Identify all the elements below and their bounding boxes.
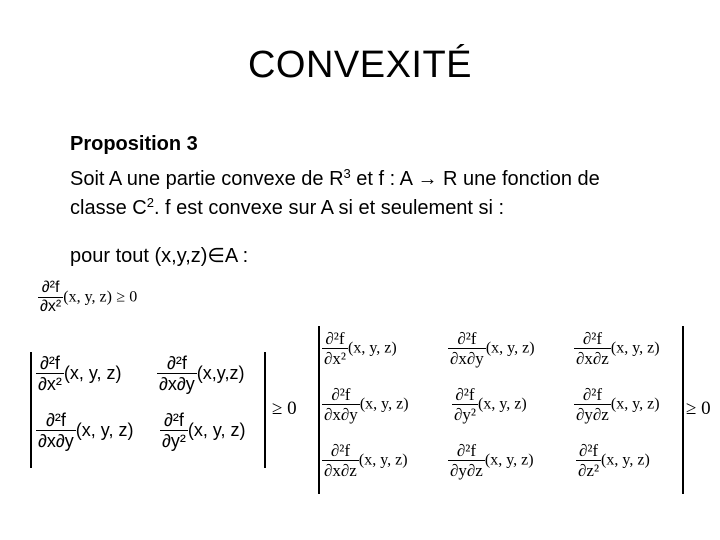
hessian3-cell-xy [448,330,535,367]
hessian2-cell-yx [36,411,133,450]
statement-line-1-exponent: 3 [343,166,351,181]
hessian3-cell-xz [574,330,660,367]
argument: (x, y, z) [75,420,134,440]
statement-line-1-part-b: et f : A → R une fonction de [350,168,600,190]
statement-line-2-exponent: 2 [146,195,154,210]
argument: (x, y, z) [63,363,122,383]
argument: (x, y, z) [610,395,660,413]
numerator: ∂²f [331,385,351,404]
determinant-3x3-relation: ≥ 0 [686,398,711,419]
statement-line-3: pour tout (x,y,z)∈A : [70,245,249,267]
numerator: ∂²f [40,353,60,373]
argument: (x, y, z) [348,339,397,357]
determinant-2x2-right-bar [264,352,266,468]
second-derivative-x-inequality [38,280,137,315]
determinant-2x2-relation: ≥ 0 [272,398,297,419]
numerator: ∂²f [164,410,184,430]
denominator: ∂x² [324,349,346,368]
denominator: ∂x∂y [159,374,195,394]
denominator: ∂x∂z [324,461,357,480]
hessian3-cell-zz [576,442,650,479]
statement-line-1 [70,168,600,191]
argument: (x, y, z) [610,339,660,357]
hessian2-cell-xx [36,354,122,393]
numerator: ∂²f [166,353,187,373]
proposition-heading: Proposition 3 [70,133,198,155]
denominator: ∂x∂z [576,349,609,368]
determinant-3x3-left-bar [318,326,320,494]
statement-line-2-part-a: classe C [70,197,147,219]
numerator: ∂²f [455,385,475,404]
argument: (x, y, z) [601,451,650,469]
argument: (x, y, z) [478,395,527,413]
argument: (x, y, z) [484,451,534,469]
argument: (x, y, z) [187,420,246,440]
fraction-d2f-dx2 [38,280,63,315]
determinant-3x3-right-bar [682,326,684,494]
denominator: ∂y² [162,431,186,451]
statement-line-1-part-a: Soit A une partie convexe de R [70,168,344,190]
statement-line-2-part-b: . f est convexe sur A si et seulement si : [153,197,505,219]
numerator: ∂²f [456,441,477,460]
slide-title: CONVEXITÉ [247,44,473,86]
hessian2-cell-xy [157,354,244,393]
hessian3-cell-zy [448,442,534,479]
inequality-relation: ≥ 0 [116,288,138,306]
denominator: ∂x² [40,298,62,315]
numerator: ∂²f [457,329,477,348]
denominator: ∂x∂y [450,349,484,368]
denominator: ∂y∂z [450,461,483,480]
numerator: ∂²f [582,385,603,404]
denominator: ∂x² [38,374,62,394]
denominator: ∂x∂y [324,405,358,424]
denominator: ∂z² [578,461,600,480]
numerator: ∂²f [582,329,603,348]
argument: (x, y, z) [358,451,408,469]
argument: (x,y,z) [196,363,245,383]
numerator: ∂²f [41,279,60,296]
hessian3-cell-yz [574,386,660,423]
hessian3-cell-yx [322,386,409,423]
argument: (x, y, z) [63,288,112,306]
determinant-2x2-left-bar [30,352,32,468]
denominator: ∂y² [454,405,476,424]
hessian3-cell-zx [322,442,408,479]
numerator: ∂²f [45,410,66,430]
argument: (x, y, z) [359,395,409,413]
hessian3-cell-xx [322,330,397,367]
denominator: ∂x∂y [38,431,74,451]
numerator: ∂²f [325,329,345,348]
statement-line-2 [70,197,504,220]
numerator: ∂²f [330,441,351,460]
hessian2-cell-yy [160,411,246,450]
argument: (x, y, z) [485,339,535,357]
hessian3-cell-yy [452,386,527,423]
denominator: ∂y∂z [576,405,609,424]
numerator: ∂²f [578,441,599,460]
